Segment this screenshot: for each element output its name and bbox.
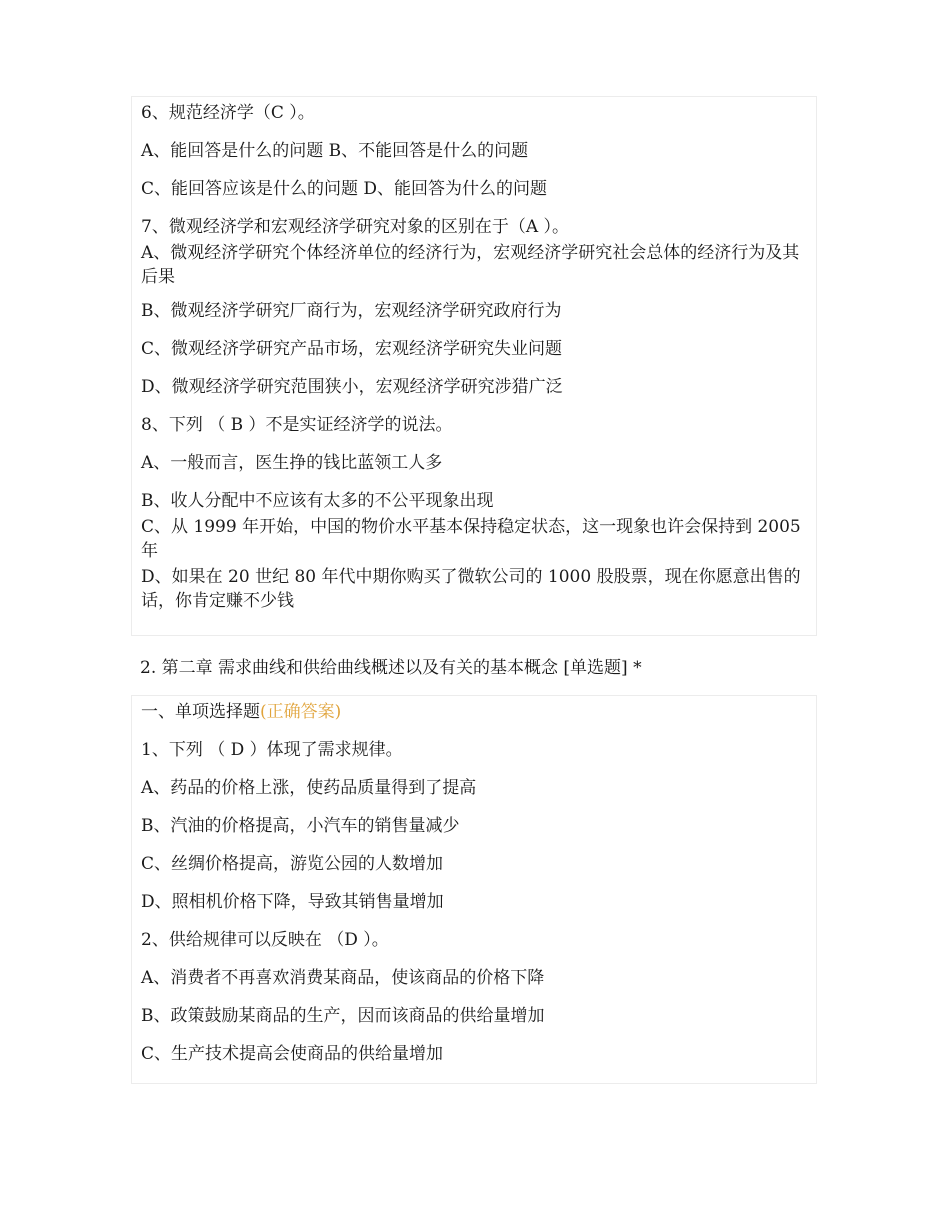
question-8-option-b: B、收人分配中不应该有太多的不公平现象出现: [141, 491, 494, 511]
question-7-option-c: C、微观经济学研究产品市场，宏观经济学研究失业问题: [141, 339, 563, 359]
question-8-stem: 8、下列 （ B ）不是实证经济学的说法。: [141, 415, 453, 435]
question-8-option-c: C、从 1999 年开始，中国的物价水平基本保持稳定状态，这一现象也许会保持到 2005 年: [141, 517, 801, 561]
question-6-stem: 6、规范经济学（C ）。: [141, 103, 315, 123]
question-1-option-b: B、汽油的价格提高，小汽车的销售量减少: [141, 816, 460, 836]
correct-answer-tag: (正确答案): [260, 702, 342, 722]
question-2-option-a: A、消费者不再喜欢消费某商品，使该商品的价格下降: [141, 968, 545, 988]
question-1-option-d: D、照相机价格下降，导致其销售量增加: [141, 892, 444, 912]
question-2-heading: 2. 第二章 需求曲线和供给曲线概述以及有关的基本概念 [单选题] *: [140, 658, 642, 678]
question-1-option-a: A、药品的价格上涨，使药品质量得到了提高: [141, 778, 477, 798]
question-6-options-ab: A、能回答是什么的问题 B、不能回答是什么的问题: [141, 141, 529, 161]
question-7-stem: 7、微观经济学和宏观经济学研究对象的区别在于（A ）。: [141, 217, 569, 237]
question-1-option-c: C、丝绸价格提高，游览公园的人数增加: [141, 854, 444, 874]
question-8-option-a: A、一般而言，医生挣的钱比蓝领工人多: [141, 453, 443, 473]
question-7-option-b: B、微观经济学研究厂商行为，宏观经济学研究政府行为: [141, 301, 562, 321]
question-7-option-a: A、微观经济学研究个体经济单位的经济行为，宏观经济学研究社会总体的经济行为及其后果: [141, 243, 800, 287]
option-card-correct[interactable]: [131, 695, 817, 1084]
section-title-line: [141, 700, 808, 724]
question-7-option-d: D、微观经济学研究范围狭小，宏观经济学研究涉猎广泛: [141, 377, 563, 397]
option-card-text[interactable]: [131, 96, 817, 636]
question-2-option-b: B、政策鼓励某商品的生产，因而该商品的供给量增加: [141, 1006, 545, 1026]
section-title: 一、单项选择题: [141, 702, 260, 722]
question-8-option-d: D、如果在 20 世纪 80 年代中期你购买了微软公司的 1000 股股票，现在你愿意出售的话，你肯定赚不少钱: [141, 567, 801, 611]
question-2-option-c: C、生产技术提高会使商品的供给量增加: [141, 1044, 444, 1064]
question-2-stem: 2、供给规律可以反映在 （D ）。: [141, 930, 389, 950]
question-1-stem: 1、下列 （ D ）体现了需求规律。: [141, 740, 403, 760]
question-6-options-cd: C、能回答应该是什么的问题 D、能回答为什么的问题: [141, 179, 548, 199]
